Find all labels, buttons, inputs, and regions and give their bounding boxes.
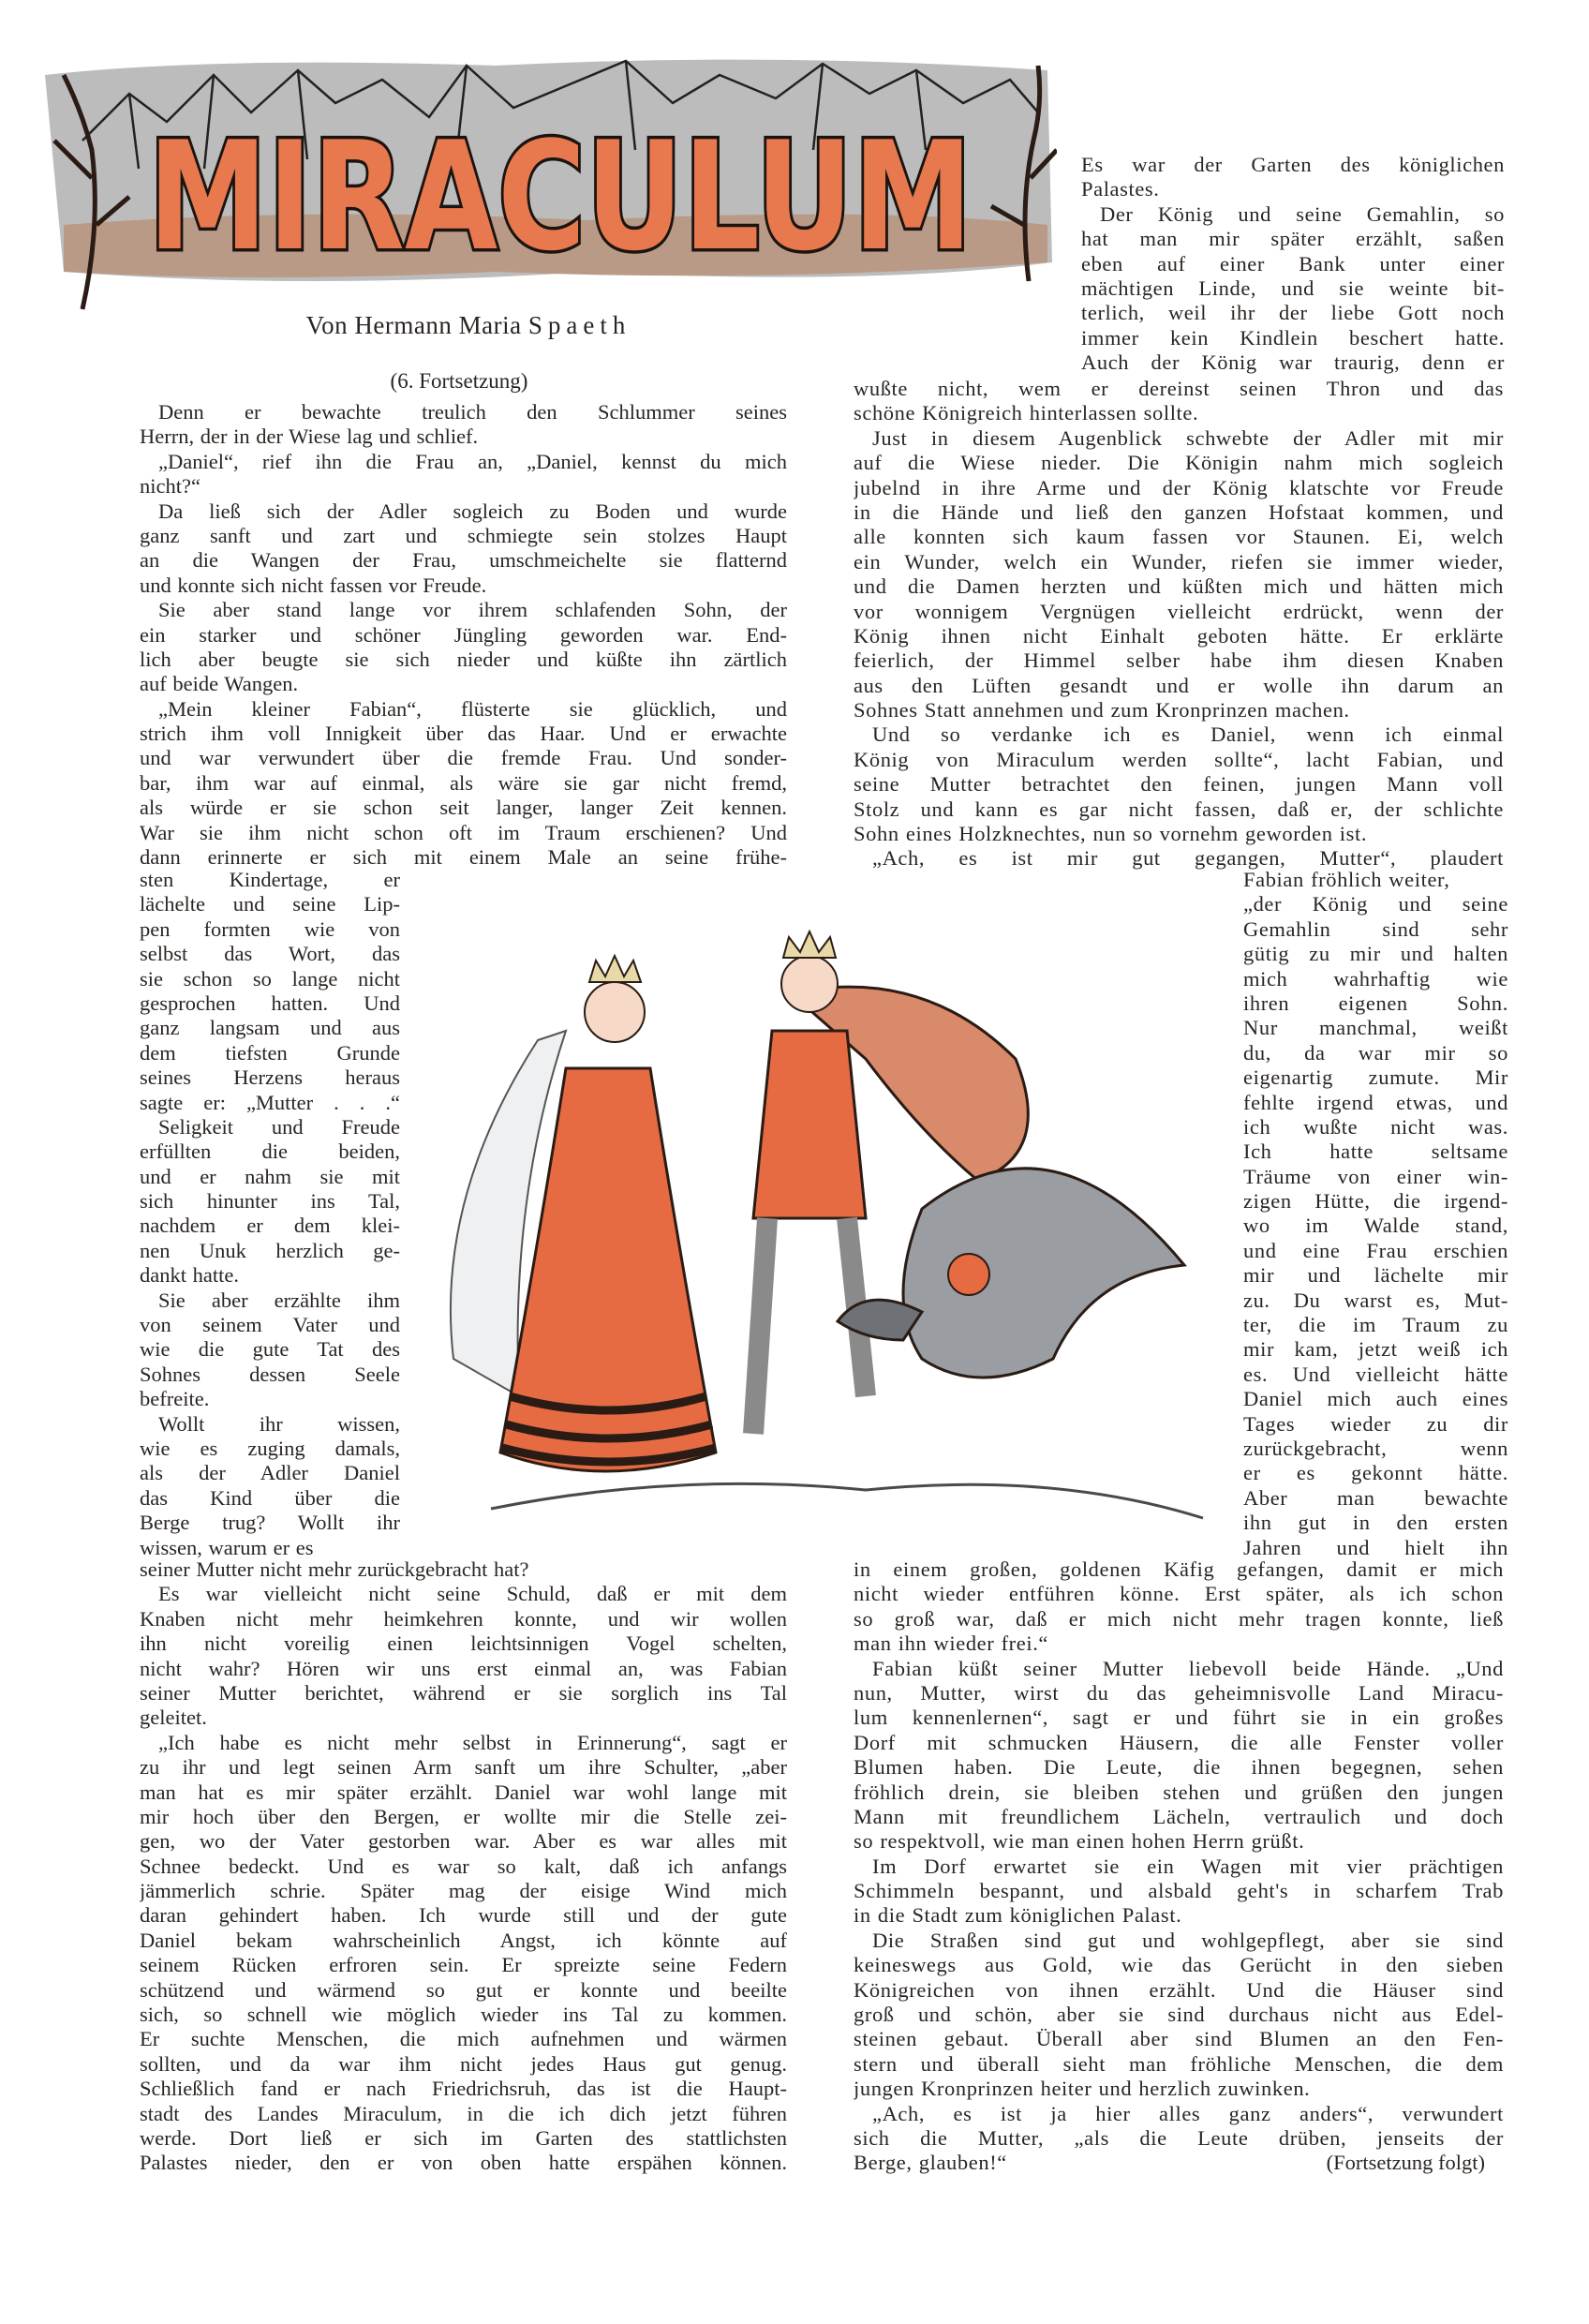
text-line: in die Stadt zum königlichen Palast.	[854, 1903, 1182, 1928]
text-line: nun, Mutter, wirst du das geheimnisvolle Land Miracu-	[854, 1680, 1504, 1705]
text-line: man ihn wieder frei.“	[854, 1631, 1049, 1656]
text-line: aus den Lüften gesandt und er wolle ihn darum an	[854, 673, 1504, 697]
text-line: vor wonnigem Vergnügen vielleicht erdrückt, wenn der	[854, 599, 1504, 623]
left-column-top	[140, 400, 787, 870]
text-line: jubelnd in ihre Arme und der König klatschte vor Freude	[854, 475, 1504, 499]
text-line: eigenartig zumute. Mir	[1243, 1065, 1508, 1090]
text-line: erfüllten die beiden,	[140, 1140, 400, 1164]
left-column-bottom	[140, 1557, 787, 2176]
text-line: Sohnes Statt annehmen und zum Kronprinzen machen.	[854, 698, 1350, 723]
text-line: Just in diesem Augenblick schwebte der Adler mit mir	[872, 425, 1504, 450]
text-line: sich hinunter ins Tal,	[140, 1189, 400, 1214]
text-line: keineswegs aus Gold, wie das Gerücht in den sieben	[854, 1953, 1504, 1977]
text-line: terlich, weil ihr der liebe Gott noch	[1081, 301, 1505, 325]
text-line: stern und überall sieht man fröhliche Menschen, die dem	[854, 2051, 1504, 2076]
text-line: sagte er: „Mutter . . .“	[140, 1090, 400, 1114]
text-line: Knaben nicht mehr heimkehren konnte, und wir wollen	[140, 1606, 787, 1631]
text-line: Blumen haben. Die Leute, die ihnen begegnen, sehen	[854, 1755, 1504, 1780]
text-line: und konnte sich nicht fassen vor Freude.	[140, 573, 487, 597]
text-line: wie die gute Tat des	[140, 1337, 400, 1362]
text-line: und war verwundert über die fremde Frau. Und sonder-	[140, 746, 787, 770]
text-line: lich aber beugte sie sich nieder und küßte ihn zärtlich	[140, 647, 787, 671]
text-line: Sie aber stand lange vor ihrem schlafenden Sohn, der	[158, 598, 787, 622]
text-line: ein starker und schöner Jüngling geworden war. End-	[140, 622, 787, 647]
text-line: daran gehindert haben. Ich wurde still und der gute	[140, 1903, 787, 1928]
text-line: Im Dorf erwartet sie ein Wagen mit vier prächtigen	[872, 1854, 1504, 1878]
text-line: mich wahrhaftig wie	[1243, 966, 1508, 991]
text-line: gesprochen hatten. Und	[140, 991, 400, 1015]
text-line: seine Mutter betrachtet den feinen, jungen Mann voll	[854, 772, 1504, 797]
text-line: nicht wieder entführen könne. Erst später, als ich schon	[854, 1582, 1504, 1606]
text-line: an die Wangen der Frau, umschmeichelte sie flatternd	[140, 548, 787, 573]
text-line: lum kennenlernen“, sagt er und führt sie in ein großes	[854, 1706, 1504, 1730]
title-text: MIRACULUM	[148, 109, 973, 284]
text-line: alle konnten sich kaum fassen vor Staunen. Ei, welch	[854, 525, 1504, 549]
text-line: selbst das Wort, das	[140, 942, 400, 966]
left-column-narrow	[140, 868, 400, 1560]
byline-author: Spaeth	[527, 311, 631, 339]
text-line: ihren eigenen Sohn.	[1243, 991, 1508, 1015]
text-line: Schnee bedeckt. Und es war so kalt, daß ich anfangs	[140, 1854, 787, 1878]
text-line: War sie ihm nicht schon oft im Traum erschienen? Und	[140, 820, 787, 844]
text-line: „Ach, es ist ja hier alles ganz anders“, verwundert	[872, 2101, 1504, 2125]
text-line: wußte nicht, wem er dereinst seinen Thron und das	[854, 377, 1504, 400]
illustration-king-queen-eagle	[397, 872, 1222, 1574]
right-column-narrow	[1243, 868, 1508, 1560]
byline-prefix: Von Hermann Maria	[305, 311, 522, 339]
text-line: Schließlich fand er nach Friedrichsruh, das ist die Haupt-	[140, 2077, 787, 2101]
text-line: Die Straßen sind gut und wohlgepflegt, aber sie sind	[872, 1928, 1504, 1952]
text-line: nachdem er dem klei-	[140, 1214, 400, 1238]
text-line: gen, wo der Vater gestorben war. Aber es war alles mit	[140, 1829, 787, 1854]
text-line: Königreichen von ihnen erzählt. Und die Häuser sind	[854, 1977, 1504, 2002]
text-line: Stolz und kann es gar nicht fassen, daß er, der schlichte	[854, 797, 1504, 821]
text-line: steinen gebaut. Überall aber sind Blumen an den Fen-	[854, 2027, 1504, 2051]
text-line: jungen Kronprinzen heiter und herzlich zuwinken.	[854, 2077, 1311, 2101]
text-line: seiner Mutter nicht mehr zurückgebracht hat?	[140, 1557, 529, 1581]
text-line: gütig zu mir und halten	[1243, 942, 1508, 966]
grass-ground	[491, 1483, 1203, 1518]
text-line: befreite.	[140, 1387, 210, 1411]
text-line: man hat es mir später erzählt. Daniel war wohl lange mit	[140, 1780, 787, 1804]
eagle-figure	[838, 1169, 1184, 1378]
text-line: „Mein kleiner Fabian“, flüsterte sie glücklich, und	[158, 696, 787, 721]
text-line: strich ihm voll Innigkeit über das Haar. Und er erwachte	[140, 722, 787, 746]
text-line: Gemahlin sind sehr	[1243, 916, 1508, 941]
text-line: in die Hände und ließ den ganzen Hofstaat kommen, und	[854, 499, 1504, 524]
text-line: Sohnes dessen Seele	[140, 1362, 400, 1386]
text-line: sich, so schnell wie möglich wieder ins Tal zu kommen.	[140, 2003, 787, 2027]
text-line: Seligkeit und Freude	[158, 1114, 400, 1139]
text-line: Es war vielleicht nicht seine Schuld, daß er mit dem	[158, 1582, 787, 1606]
text-line: Daniel mich auch eines	[1243, 1387, 1508, 1411]
text-line: Schimmeln bespannt, und alsbald geht's in scharfem Trab	[854, 1879, 1504, 1903]
text-line: groß und schön, aber sie sind durchaus nicht aus Edel-	[854, 2003, 1504, 2027]
text-line: mir und lächelte mir	[1243, 1263, 1508, 1288]
text-line: seinem Rücken erfroren sein. Er spreizte seine Federn	[140, 1953, 787, 1977]
text-line: Sohn eines Holzknechtes, nun so vornehm geworden ist.	[854, 822, 1368, 846]
text-line: ich wußte nicht was.	[1243, 1114, 1508, 1139]
text-line: Nur manchmal, weißt	[1243, 1016, 1508, 1040]
text-line: Da ließ sich der Adler sogleich zu Boden und wurde	[158, 499, 787, 523]
text-line: nicht wahr? Hören wir uns erst einmal an, was Fabian	[140, 1656, 787, 1680]
text-line: wissen, warum er es	[140, 1535, 314, 1559]
text-line: Ich hatte seltsame	[1243, 1140, 1508, 1164]
text-line: nen Unuk herzlich ge-	[140, 1238, 400, 1262]
text-line: nicht?“	[140, 474, 200, 499]
text-line: lächelte und seine Lip-	[140, 892, 400, 916]
miraculum-title-banner	[26, 37, 1057, 319]
text-line: es. Und vielleicht hätte	[1243, 1362, 1508, 1386]
text-line: zurückgebracht, wenn	[1243, 1436, 1508, 1460]
text-line: zigen Hütte, die irgend-	[1243, 1189, 1508, 1214]
text-line: als würde er sie schon seit langer, langer Zeit kennen.	[140, 796, 787, 820]
queen-figure	[451, 956, 716, 1471]
text-line: mächtigen Linde, und sie weinte bit-	[1081, 276, 1505, 300]
text-line: dankt hatte.	[140, 1263, 239, 1288]
text-line: zu ihr und legt seinen Arm sanft um ihre Schulter, „aber	[140, 1755, 787, 1780]
text-line: wie es zuging damals,	[140, 1436, 400, 1460]
text-line: werde. Dort ließ er sich im Garten des stattlichsten	[140, 2125, 787, 2150]
text-line: „Ach, es ist mir gut gegangen, Mutter“, plaudert	[872, 846, 1504, 871]
text-line: ter, die im Traum zu	[1243, 1313, 1508, 1337]
text-line: schöne Königreich hinterlassen sollte.	[854, 401, 1199, 425]
text-line: so respektvoll, wie man einen hohen Herrn grüßt.	[854, 1829, 1305, 1854]
author-byline	[187, 311, 750, 340]
text-line: stadt des Landes Miraculum, in die ich dich jetzt führen	[140, 2101, 787, 2125]
text-line: Palastes.	[1081, 177, 1160, 201]
text-line: von seinem Vater und	[140, 1313, 400, 1337]
text-line: in einem großen, goldenen Käfig gefangen, damit er mich	[854, 1557, 1504, 1581]
text-line: Berge trug? Wollt ihr	[140, 1511, 400, 1535]
text-line: sie schon so lange nicht	[140, 966, 400, 991]
text-line: dem tiefsten Grunde	[140, 1040, 400, 1065]
text-line: schützend und wärmend so gut er konnte und beeilte	[140, 1977, 787, 2002]
text-line: ein Wunder, welch ein Wunder, riefen sie immer wieder,	[854, 549, 1504, 574]
text-line: mir hoch über den Bergen, er wollte mir die Stelle zei-	[140, 1804, 787, 1828]
text-line: Träume von einer win-	[1243, 1164, 1508, 1188]
text-line: Berge, glauben!“	[854, 2151, 1007, 2175]
text-line: er es gekonnt hätte.	[1243, 1461, 1508, 1485]
text-line: sollten, und da war ihm nicht jedes Haus gut genug.	[140, 2051, 787, 2076]
text-line: Der König und seine Gemahlin, so	[1100, 201, 1505, 226]
text-line: fehlte irgend etwas, und	[1243, 1090, 1508, 1114]
text-line: Sie aber erzählte ihm	[158, 1288, 400, 1312]
text-line: Auch der König war traurig, denn er	[1081, 350, 1505, 375]
text-line: geleitet.	[140, 1706, 207, 1730]
text-line: ganz langsam und aus	[140, 1016, 400, 1040]
text-line: ihn gut in den ersten	[1243, 1511, 1508, 1535]
text-line: feierlich, der Himmel selber habe ihm diesen Knaben	[854, 648, 1504, 673]
text-line: immer kein Kindlein beschert hatte.	[1081, 325, 1505, 350]
text-line: Er suchte Menschen, die mich aufnehmen und wärmen	[140, 2027, 787, 2051]
text-line: eben auf einer Bank unter einer	[1081, 251, 1505, 276]
text-line: König ihnen nicht Einhalt geboten hätte. Er erklärte	[854, 623, 1504, 648]
text-line: Daniel bekam wahrscheinlich Angst, ich könnte auf	[140, 1928, 787, 1952]
text-line: auf beide Wangen.	[140, 672, 299, 696]
text-line: und die Damen herzten und küßten mich und hätten mich	[854, 574, 1504, 599]
text-line: Fabian küßt seiner Mutter liebevoll beide Hände. „Und	[872, 1656, 1504, 1680]
text-line: zu. Du warst es, Mut-	[1243, 1288, 1508, 1312]
text-line: und er nahm sie mit	[140, 1164, 400, 1188]
right-column-bottom	[854, 1557, 1504, 2176]
installment-label: (6. Fortsetzung)	[390, 369, 528, 393]
text-line: Herrn, der in der Wiese lag und schlief.	[140, 425, 479, 449]
text-line: Aber man bewachte	[1243, 1485, 1508, 1510]
text-line: „Ich habe es nicht mehr selbst in Erinnerung“, sagt er	[158, 1730, 787, 1754]
text-line: seines Herzens heraus	[140, 1065, 400, 1090]
text-line: auf die Wiese nieder. Die Königin nahm mich sogleich	[854, 451, 1504, 475]
text-line: Es war der Garten des königlichen	[1081, 153, 1505, 176]
text-line: bar, ihm war auf einmal, als wäre sie gar nicht fremd,	[140, 770, 787, 795]
text-line: ihn nicht voreilig einen leichtsinnigen Vogel schelten,	[140, 1631, 787, 1656]
text-line: das Kind über die	[140, 1485, 400, 1510]
text-line: hat man mir später erzählt, saßen	[1081, 227, 1505, 251]
last-row	[854, 2151, 1504, 2175]
text-line: „Daniel“, rief ihn die Frau an, „Daniel, kennst du mich	[158, 449, 787, 473]
text-line: Mann mit freundlichem Lächeln, vertraulich und doch	[854, 1804, 1504, 1828]
text-line: wo im Walde stand,	[1243, 1214, 1508, 1238]
text-line: „der König und seine	[1243, 892, 1508, 916]
text-line: Denn er bewachte treulich den Schlummer seines	[158, 400, 787, 424]
text-line: du, da war mir so	[1243, 1040, 1508, 1065]
text-line: König von Miraculum werden sollte“, lacht Fabian, und	[854, 747, 1504, 771]
text-line: Wollt ihr wissen,	[158, 1411, 400, 1436]
text-line: Fabian fröhlich weiter,	[1243, 868, 1450, 891]
text-line: jämmerlich schrie. Später mag der eisige Wind mich	[140, 1879, 787, 1903]
text-line: sich die Mutter, „als die Leute drüben, jenseits der	[854, 2125, 1504, 2150]
text-line: Jahren und hielt ihn	[1243, 1535, 1508, 1559]
text-line: dann erinnerte er sich mit einem Male an seine frühe-	[140, 845, 787, 870]
to-be-continued-label: (Fortsetzung folgt)	[1326, 2151, 1485, 2175]
text-line: als der Adler Daniel	[140, 1461, 400, 1485]
text-line: Tages wieder zu dir	[1243, 1411, 1508, 1436]
text-line: ganz sanft und zart und schmiegte sein stolzes Haupt	[140, 523, 787, 547]
text-line: fröhlich drein, sie bleiben stehen und grüßen den jungen	[854, 1780, 1504, 1804]
text-line: mir kam, jetzt weiß ich	[1243, 1337, 1508, 1362]
text-line: sten Kindertage, er	[140, 868, 400, 891]
text-line: Und so verdanke ich es Daniel, wenn ich einmal	[872, 723, 1504, 747]
text-line: seiner Mutter berichtet, während er sie sorglich ins Tal	[140, 1680, 787, 1705]
right-column-upper	[854, 377, 1504, 872]
text-line: und eine Frau erschien	[1243, 1238, 1508, 1262]
right-column-top-narrow	[1081, 153, 1505, 376]
text-line: pen formten wie von	[140, 916, 400, 941]
text-line: Palastes nieder, den er von oben hatte erspähen können.	[140, 2151, 787, 2175]
text-line: Dorf mit schmucken Häusern, die alle Fenster voller	[854, 1730, 1504, 1754]
text-line: so groß war, daß er mich nicht mehr tragen konnte, ließ	[854, 1606, 1504, 1631]
